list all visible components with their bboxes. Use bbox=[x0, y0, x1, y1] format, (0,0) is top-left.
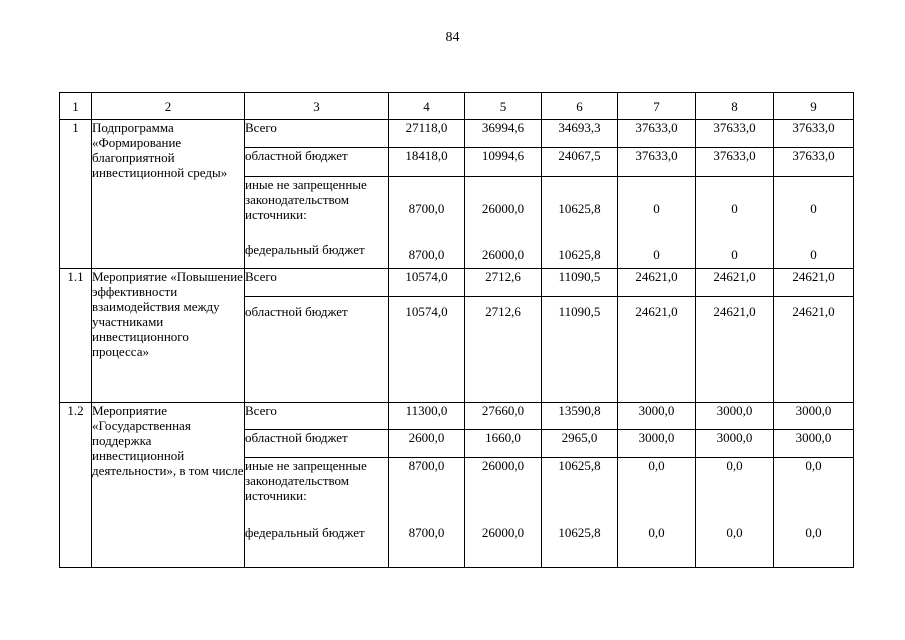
value-cell: 10574,0 bbox=[389, 297, 465, 403]
row-number: 1.1 bbox=[60, 269, 92, 403]
value-cell: 10574,0 bbox=[389, 269, 465, 297]
source-label bbox=[245, 458, 389, 568]
value-cell: 24621,0 bbox=[774, 269, 854, 297]
value-cell: 8700,0 8700,0 bbox=[389, 177, 465, 269]
program-name: Подпрограмма «Формирование благоприятной инвестиционной среды» bbox=[92, 120, 245, 269]
other-sources-label: иные не запрещенные законодательством источники: bbox=[245, 458, 367, 503]
value-cell: 26000,0 26000,0 bbox=[465, 177, 542, 269]
value-cell: 24621,0 bbox=[774, 297, 854, 403]
value-cell: 0 0 bbox=[774, 177, 854, 269]
value-cell: 24621,0 bbox=[696, 269, 774, 297]
row-number: 1.2 bbox=[60, 403, 92, 568]
header-cell: 4 bbox=[389, 93, 465, 120]
source-label: Всего bbox=[245, 120, 389, 148]
federal-budget-label: федеральный бюджет bbox=[245, 525, 365, 540]
value-cell: 0 0 bbox=[618, 177, 696, 269]
value-cell: 0 0 bbox=[696, 177, 774, 269]
header-cell: 6 bbox=[542, 93, 618, 120]
value-cell: 27660,0 bbox=[465, 403, 542, 430]
program-name: Мероприятие «Государственная поддержка инвестиционной деятельности», в том числе bbox=[92, 403, 245, 568]
value-cell: 27118,0 bbox=[389, 120, 465, 148]
table-row bbox=[60, 403, 854, 430]
value-cell: 36994,6 bbox=[465, 120, 542, 148]
value-cell: 13590,8 bbox=[542, 403, 618, 430]
page-number: 84 bbox=[445, 30, 460, 45]
value-cell: 1660,0 bbox=[465, 430, 542, 458]
source-label bbox=[245, 177, 389, 269]
value-cell: 2965,0 bbox=[542, 430, 618, 458]
table-row bbox=[60, 269, 854, 297]
value-cell: 37633,0 bbox=[618, 148, 696, 177]
budget-table bbox=[59, 92, 854, 568]
value-cell: 8700,0 8700,0 bbox=[389, 458, 465, 568]
value-cell: 3000,0 bbox=[774, 403, 854, 430]
source-label: областной бюджет bbox=[245, 297, 389, 403]
header-cell: 2 bbox=[92, 93, 245, 120]
value-cell: 2600,0 bbox=[389, 430, 465, 458]
value-cell: 0,0 0,0 bbox=[696, 458, 774, 568]
header-cell: 3 bbox=[245, 93, 389, 120]
value-cell: 24621,0 bbox=[696, 297, 774, 403]
value-cell: 37633,0 bbox=[774, 148, 854, 177]
value-cell: 24621,0 bbox=[618, 297, 696, 403]
value-cell: 37633,0 bbox=[696, 148, 774, 177]
source-label: областной бюджет bbox=[245, 148, 389, 177]
header-cell: 8 bbox=[696, 93, 774, 120]
value-cell: 11300,0 bbox=[389, 403, 465, 430]
value-cell: 37633,0 bbox=[774, 120, 854, 148]
value-cell: 37633,0 bbox=[696, 120, 774, 148]
value-cell: 24067,5 bbox=[542, 148, 618, 177]
source-label: Всего bbox=[245, 269, 389, 297]
row-number: 1 bbox=[60, 120, 92, 269]
header-cell: 1 bbox=[60, 93, 92, 120]
value-cell: 18418,0 bbox=[389, 148, 465, 177]
value-cell: 34693,3 bbox=[542, 120, 618, 148]
value-cell: 2712,6 bbox=[465, 269, 542, 297]
value-cell: 24621,0 bbox=[618, 269, 696, 297]
value-cell: 2712,6 bbox=[465, 297, 542, 403]
header-cell: 7 bbox=[618, 93, 696, 120]
value-cell: 10994,6 bbox=[465, 148, 542, 177]
value-cell: 3000,0 bbox=[696, 430, 774, 458]
value-cell: 10625,8 10625,8 bbox=[542, 458, 618, 568]
value-cell: 3000,0 bbox=[618, 430, 696, 458]
value-cell: 11090,5 bbox=[542, 269, 618, 297]
program-name: Мероприятие «Повышение эффективности взаимодействия между участниками инвестиционного процесса» bbox=[92, 269, 245, 403]
source-label: Всего bbox=[245, 403, 389, 430]
value-cell: 0,0 0,0 bbox=[618, 458, 696, 568]
header-cell: 9 bbox=[774, 93, 854, 120]
value-cell: 10625,8 10625,8 bbox=[542, 177, 618, 269]
other-sources-label: иные не запрещенные законодательством источники: bbox=[245, 177, 367, 222]
value-cell: 26000,0 26000,0 bbox=[465, 458, 542, 568]
header-row bbox=[60, 93, 854, 120]
value-cell: 3000,0 bbox=[774, 430, 854, 458]
value-cell: 3000,0 bbox=[696, 403, 774, 430]
value-cell: 0,0 0,0 bbox=[774, 458, 854, 568]
federal-budget-label: федеральный бюджет bbox=[245, 242, 365, 257]
value-cell: 11090,5 bbox=[542, 297, 618, 403]
value-cell: 37633,0 bbox=[618, 120, 696, 148]
source-label: областной бюджет bbox=[245, 430, 389, 458]
value-cell: 3000,0 bbox=[618, 403, 696, 430]
header-cell: 5 bbox=[465, 93, 542, 120]
table-row bbox=[60, 120, 854, 148]
